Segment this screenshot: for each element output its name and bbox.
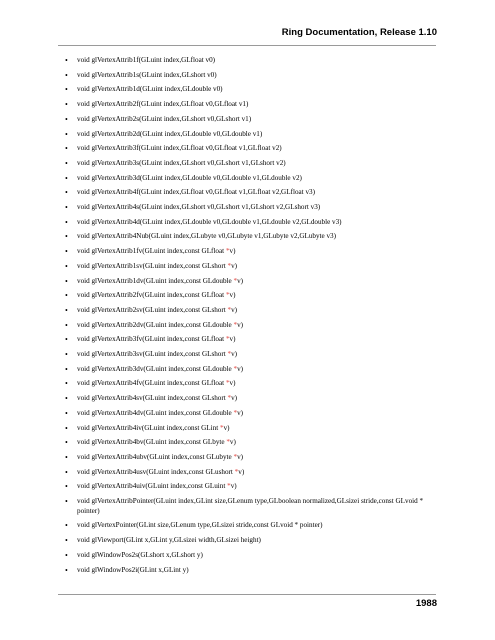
function-signature-item — [58, 379, 442, 389]
header-divider — [58, 45, 436, 46]
function-signature-item — [58, 247, 442, 257]
signature-text: void glVertexAttrib4usv(GLuint index,const GLushort — [77, 467, 235, 476]
function-signature-item: • void glVertexAttrib4s(GLuint index,GLshort v0,GLshort v1,GLshort v2,GLshort v3) — [58, 203, 442, 213]
signature-text: void glVertexAttrib4dv(GLuint index,const GLdouble — [77, 408, 234, 417]
function-signature-item: • void glWindowPos2i(GLint x,GLint y) — [58, 566, 442, 576]
function-signature-item: • void glWindowPos2s(GLshort x,GLshort y) — [58, 551, 442, 561]
function-signature-item: • void glVertexAttribPointer(GLuint index,GLint size,GLenum type,GLboolean normalized,GLsizei stride,const GLvoid * pointer) — [58, 497, 442, 516]
pointer-asterisk: * — [227, 261, 232, 270]
function-signature-item — [58, 262, 442, 272]
function-signature-item — [58, 291, 442, 301]
function-signature-item — [58, 424, 442, 434]
signature-text: v) — [229, 379, 236, 388]
pointer-asterisk: * — [227, 394, 232, 403]
function-signature-item: • void glVertexAttrib4Nub(GLuint index,GLubyte v0,GLubyte v1,GLubyte v2,GLubyte v3) — [58, 232, 442, 242]
function-signature-item: • void glVertexAttrib1s(GLuint index,GLshort v0) — [58, 71, 442, 81]
function-signature-item — [58, 335, 442, 345]
signature-text: v) — [237, 452, 244, 461]
signature-text: void glVertexAttrib2sv(GLuint index,const GLshort — [77, 305, 228, 314]
pointer-asterisk: * — [227, 305, 232, 314]
pointer-asterisk: * — [220, 423, 224, 432]
function-signature-item: • void glVertexAttrib1f(GLuint index,GLfloat v0) — [58, 56, 442, 66]
signature-text: void glVertexAttrib4fv(GLuint index,const GLfloat — [77, 379, 226, 388]
signature-text: v) — [231, 350, 238, 359]
signature-text: void glVertexAttrib4uiv(GLuint index,const GLuint — [77, 482, 228, 491]
pointer-asterisk: * — [234, 467, 239, 476]
signature-text: v) — [237, 408, 244, 417]
signature-text: v) — [231, 261, 238, 270]
signature-text: v) — [231, 305, 238, 314]
pointer-asterisk: * — [233, 408, 238, 417]
function-signature-item: • void glVertexPointer(GLint size,GLenum type,GLsizei stride,const GLvoid * pointer) — [58, 521, 442, 531]
signature-text: v) — [237, 320, 244, 329]
page-number: 1988 — [415, 598, 437, 609]
signature-text: void glVertexAttrib2fv(GLuint index,const GLfloat — [77, 291, 226, 300]
function-signature-item: • void glVertexAttrib2s(GLuint index,GLshort v0,GLshort v1) — [58, 115, 442, 125]
signature-text: v) — [229, 247, 236, 256]
function-signature-item — [58, 277, 442, 287]
signature-text: void glVertexAttrib1sv(GLuint index,const GLshort — [77, 261, 228, 270]
function-signature-item — [58, 394, 442, 404]
signature-text: v) — [229, 438, 236, 447]
function-signature-item: • void glVertexAttrib3f(GLuint index,GLfloat v0,GLfloat v1,GLfloat v2) — [58, 144, 442, 154]
pointer-asterisk: * — [233, 364, 238, 373]
signature-text: void glVertexAttrib3dv(GLuint index,const GLdouble — [77, 364, 234, 373]
signature-text: void glVertexAttrib4ubv(GLuint index,const GLubyte — [77, 452, 234, 461]
function-signature-item: • void glVertexAttrib2f(GLuint index,GLfloat v0,GLfloat v1) — [58, 100, 442, 110]
signature-text: void glVertexAttrib2dv(GLuint index,const GLdouble — [77, 320, 234, 329]
function-signature-item: • void glVertexAttrib2d(GLuint index,GLdouble v0,GLdouble v1) — [58, 130, 442, 140]
signature-text: void glVertexAttrib1dv(GLuint index,const GLdouble — [77, 276, 234, 285]
signature-text: void glVertexAttrib3fv(GLuint index,const GLfloat — [77, 335, 226, 344]
pointer-asterisk: * — [225, 247, 230, 256]
function-signature-item: • void glVertexAttrib3d(GLuint index,GLdouble v0,GLdouble v1,GLdouble v2) — [58, 174, 442, 184]
function-signature-item: • void glVertexAttrib4d(GLuint index,GLdouble v0,GLdouble v1,GLdouble v2,GLdouble v3) — [58, 218, 442, 228]
function-signature-item — [58, 453, 442, 463]
pointer-asterisk: * — [225, 335, 230, 344]
signature-text: void glVertexAttrib4bv(GLuint index,const GLbyte — [77, 438, 227, 447]
function-signature-list — [58, 56, 442, 580]
signature-text: v) — [229, 291, 236, 300]
pointer-asterisk: * — [233, 320, 238, 329]
function-signature-item — [58, 321, 442, 331]
function-signature-item: • void glVertexAttrib4f(GLuint index,GLfloat v0,GLfloat v1,GLfloat v2,GLfloat v3) — [58, 188, 442, 198]
signature-text: v) — [231, 394, 238, 403]
function-signature-item: • void glVertexAttrib1d(GLuint index,GLdouble v0) — [58, 85, 442, 95]
function-signature-item — [58, 365, 442, 375]
signature-text: v) — [229, 335, 236, 344]
signature-text: v) — [238, 467, 245, 476]
function-signature-item — [58, 468, 442, 478]
running-header: Ring Documentation, Release 1.10 — [281, 27, 437, 38]
function-signature-item — [58, 306, 442, 316]
signature-text: v) — [223, 423, 230, 432]
pointer-asterisk: * — [233, 276, 238, 285]
signature-text: v) — [237, 276, 244, 285]
pointer-asterisk: * — [233, 452, 238, 461]
footer-divider — [58, 594, 436, 595]
function-signature-item — [58, 482, 442, 492]
pointer-asterisk: * — [227, 482, 231, 491]
function-signature-item — [58, 438, 442, 448]
function-signature-item — [58, 409, 442, 419]
signature-text: v) — [230, 482, 237, 491]
pointer-asterisk: * — [225, 379, 230, 388]
signature-text: void glVertexAttrib3sv(GLuint index,const GLshort — [77, 350, 228, 359]
pointer-asterisk: * — [226, 438, 230, 447]
pointer-asterisk: * — [227, 350, 232, 359]
signature-text: void glVertexAttrib4iv(GLuint index,const GLint — [77, 423, 220, 432]
function-signature-item: • void glVertexAttrib3s(GLuint index,GLshort v0,GLshort v1,GLshort v2) — [58, 159, 442, 169]
function-signature-item — [58, 350, 442, 360]
function-signature-item: • void glViewport(GLint x,GLint y,GLsizei width,GLsizei height) — [58, 536, 442, 546]
signature-text: void glVertexAttrib4sv(GLuint index,const GLshort — [77, 394, 228, 403]
pointer-asterisk: * — [225, 291, 230, 300]
signature-text: void glVertexAttrib1fv(GLuint index,const GLfloat — [77, 247, 226, 256]
signature-text: v) — [237, 364, 244, 373]
